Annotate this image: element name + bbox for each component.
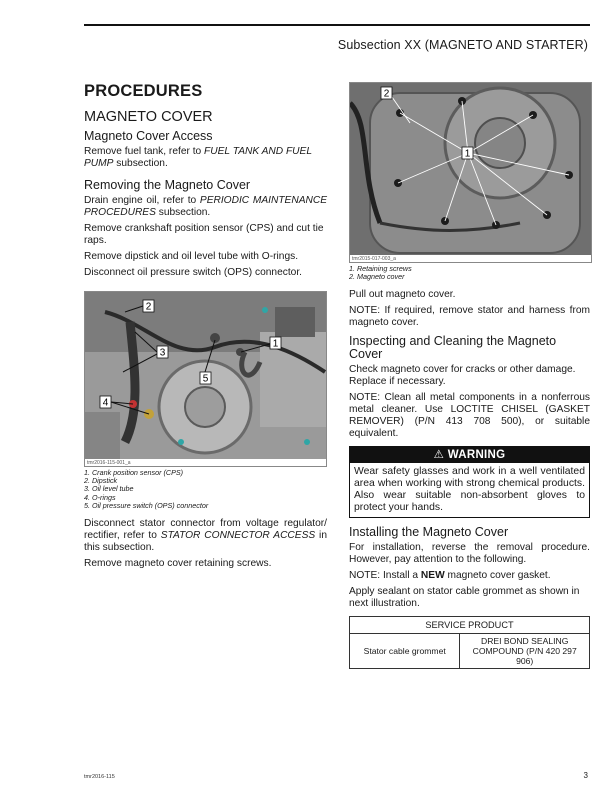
engine-photo-left [85, 292, 326, 459]
note-label: NOTE: [349, 570, 381, 582]
remove-dipstick-paragraph: Remove dipstick and oil level tube with O-rings. [84, 251, 299, 262]
stator-text: Disconnect stator connector from voltage regulator/ rectifier, refer to [84, 518, 327, 542]
drain-paragraph [84, 195, 327, 219]
table-cell-item: Stator cable grommet [350, 634, 460, 669]
callout-4 [100, 396, 111, 409]
drain-text: Drain engine oil, refer to [84, 195, 200, 206]
caption-item: 1. Retaining screws [349, 264, 412, 273]
svg-text:1: 1 [272, 338, 279, 350]
svg-text:5: 5 [202, 373, 209, 385]
service-product-table [349, 616, 590, 669]
install-paragraph: For installation, reverse the removal procedure. However, pay attention to the following. [349, 542, 590, 566]
note-text: If required, remove stator and harness from magneto cover. [349, 305, 590, 329]
note-text: Clean all metal components in a nonferrous metal cleaner. Use LOCTITE CHISEL (GASKET REMOVER) (P/N 413 708 500), or suitable equivalent. [349, 392, 590, 440]
svg-text:2: 2 [145, 301, 152, 313]
install-heading: Installing the Magneto Cover [349, 525, 509, 540]
left-column [84, 82, 327, 574]
callout-5 [200, 372, 211, 385]
note-clean-paragraph [349, 392, 590, 440]
note-text: Install a [380, 570, 421, 582]
engine-photo-right [350, 83, 591, 255]
pull-out-paragraph: Pull out magneto cover. [349, 289, 456, 301]
magneto-cover-heading: MAGNETO COVER [84, 109, 213, 125]
figure-code: tmr2016-115-001_a [87, 460, 131, 466]
top-rule [84, 24, 590, 26]
note-text-end: magneto cover gasket. [444, 570, 551, 582]
new-emphasis: NEW [420, 570, 445, 582]
warning-icon: ⚠ [433, 449, 445, 462]
disconnect-ops-paragraph: Disconnect oil pressure switch (OPS) connector. [84, 267, 302, 278]
table-cell-product: DREI BOND SEALING COMPOUND (P/N 420 297 906) [460, 634, 590, 669]
subsection-header: Subsection XX (MAGNETO AND STARTER) [337, 38, 588, 52]
callout-2 [381, 87, 392, 100]
note-required-paragraph [349, 305, 590, 329]
stator-text-end: in this subsection. [84, 530, 327, 554]
maintenance-ref-link[interactable]: PERIODIC MAINTENANCE PROCEDURES [84, 195, 327, 218]
note-install-paragraph [349, 570, 590, 582]
caption-item: 3. Oil level tube [84, 484, 134, 494]
table-row [350, 634, 590, 669]
check-paragraph: Check magneto cover for cracks or other damage. Replace if necessary. [349, 364, 576, 388]
figure-caption-list [349, 265, 590, 281]
inspect-heading: Inspecting and Cleaning the Magneto Cover [349, 334, 557, 362]
figure-cps-dipstick [84, 291, 327, 467]
caption-item: 2. Dipstick [84, 476, 118, 486]
caption-item: 2. Magneto cover [349, 272, 405, 282]
caption-item: 1. Crank position sensor (CPS) [84, 468, 184, 477]
warning-box [349, 446, 590, 518]
page-number: 3 [583, 771, 588, 780]
remove-screws-paragraph: Remove magneto cover retaining screws. [84, 558, 272, 570]
access-paragraph [84, 146, 327, 170]
callout-1 [462, 147, 473, 160]
svg-text:3: 3 [159, 347, 166, 359]
caption-item: 4. O-rings [84, 492, 116, 502]
right-column [349, 82, 590, 669]
callout-1 [270, 337, 281, 350]
warning-header [350, 447, 589, 463]
table-header: SERVICE PRODUCT [350, 617, 590, 634]
remove-cps-paragraph: Remove crankshaft position sensor (CPS) and cut tie raps. [84, 223, 324, 246]
apply-paragraph: Apply sealant on stator cable grommet as shown in next illustration. [349, 586, 580, 610]
access-text: Remove fuel tank, refer to [84, 146, 205, 157]
access-ref-link[interactable]: FUEL TANK AND FUEL PUMP [84, 146, 312, 169]
stator-paragraph [84, 518, 327, 554]
removing-heading: Removing the Magneto Cover [84, 178, 251, 192]
callout-2 [143, 300, 154, 313]
procedures-heading: PROCEDURES [84, 82, 203, 100]
footer-code: tmr2016-115 [84, 774, 115, 780]
access-heading: Magneto Cover Access [84, 129, 213, 143]
stator-ref-link[interactable]: STATOR CONNECTOR ACCESS [160, 530, 316, 542]
warning-label: WARNING [447, 449, 506, 462]
figure-code: tmr2015-017-003_a [352, 256, 396, 262]
note-label: NOTE: [349, 392, 381, 404]
access-text-end: subsection. [113, 158, 168, 169]
svg-text:1: 1 [464, 148, 471, 160]
figure-retaining-screws [349, 82, 592, 263]
callout-3 [157, 346, 168, 359]
figure-caption-list [84, 469, 327, 510]
warning-text: Wear safety glasses and work in a well ventilated area when working with strong chemical products. Also wear suitable non-absorbent gloves to protect your hands. [354, 466, 585, 514]
drain-text-end: subsection. [155, 207, 211, 218]
svg-text:4: 4 [102, 397, 109, 409]
note-label: NOTE: [349, 305, 381, 317]
caption-item: 5. Oil pressure switch (OPS) connector [84, 500, 209, 510]
svg-text:2: 2 [383, 88, 390, 100]
